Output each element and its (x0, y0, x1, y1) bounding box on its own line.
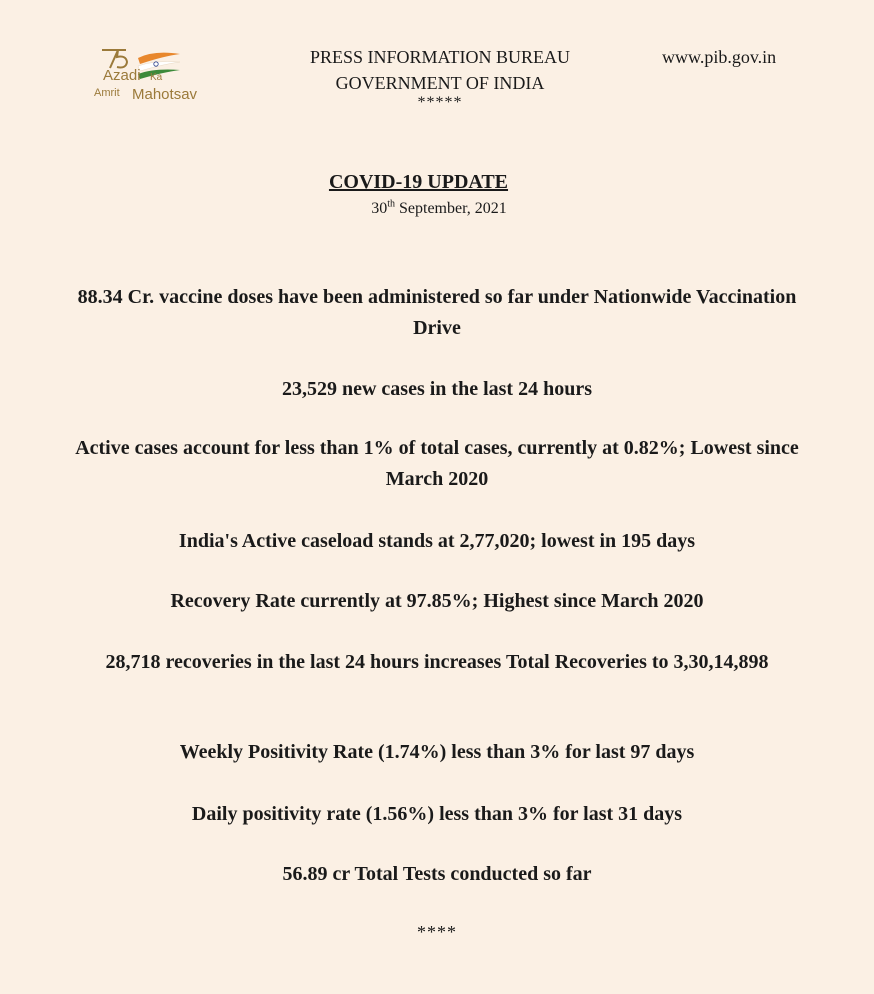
point-weekly-positivity: Weekly Positivity Rate (1.74%) less than 3% for last 97 days (179, 741, 695, 763)
logo-text-amrit: Amrit (94, 87, 120, 99)
update-title-text: COVID-19 UPDATE (328, 171, 509, 193)
pib-header (240, 44, 640, 110)
date-suffix: th (387, 198, 395, 210)
header-line-government: GOVERNMENT OF INDIA (335, 73, 545, 93)
logo-text-mahotsav: Mahotsav (132, 86, 198, 103)
point-daily-positivity: Daily positivity rate (1.56%) less than 3% for last 31 days (191, 803, 683, 825)
update-date-inner (371, 200, 507, 217)
header-line-bureau: PRESS INFORMATION BUREAU (309, 47, 571, 67)
point-recoveries: 28,718 recoveries in the last 24 hours increases Total Recoveries to 3,30,14,898 (105, 651, 769, 673)
header-stars: ***** (417, 94, 463, 111)
footer-stars: **** (417, 922, 457, 942)
update-date (0, 199, 874, 219)
logo-text-ka: Ka (150, 72, 163, 83)
point-active-cases-share: Active cases account for less than 1% of total cases, currently at 0.82%; Lowest since March 2020 (75, 437, 799, 490)
date-rest: September, 2021 (395, 200, 507, 217)
date-day: 30 (371, 200, 388, 217)
logo-text-azadi: Azadi (103, 67, 141, 84)
point-new-cases: 23,529 new cases in the last 24 hours (281, 378, 592, 400)
point-active-caseload: India's Active caseload stands at 2,77,020; lowest in 195 days (178, 530, 696, 552)
point-vaccine-doses: 88.34 Cr. vaccine doses have been administered so far under Nationwide Vaccination Drive (77, 286, 797, 339)
azadi-ka-amrit-mahotsav-logo (92, 44, 222, 114)
website-link[interactable]: www.pib.gov.in (662, 47, 777, 67)
point-total-tests: 56.89 cr Total Tests conducted so far (282, 863, 592, 885)
update-title (0, 170, 874, 194)
point-recovery-rate: Recovery Rate currently at 97.85%; Highest since March 2020 (170, 590, 704, 612)
